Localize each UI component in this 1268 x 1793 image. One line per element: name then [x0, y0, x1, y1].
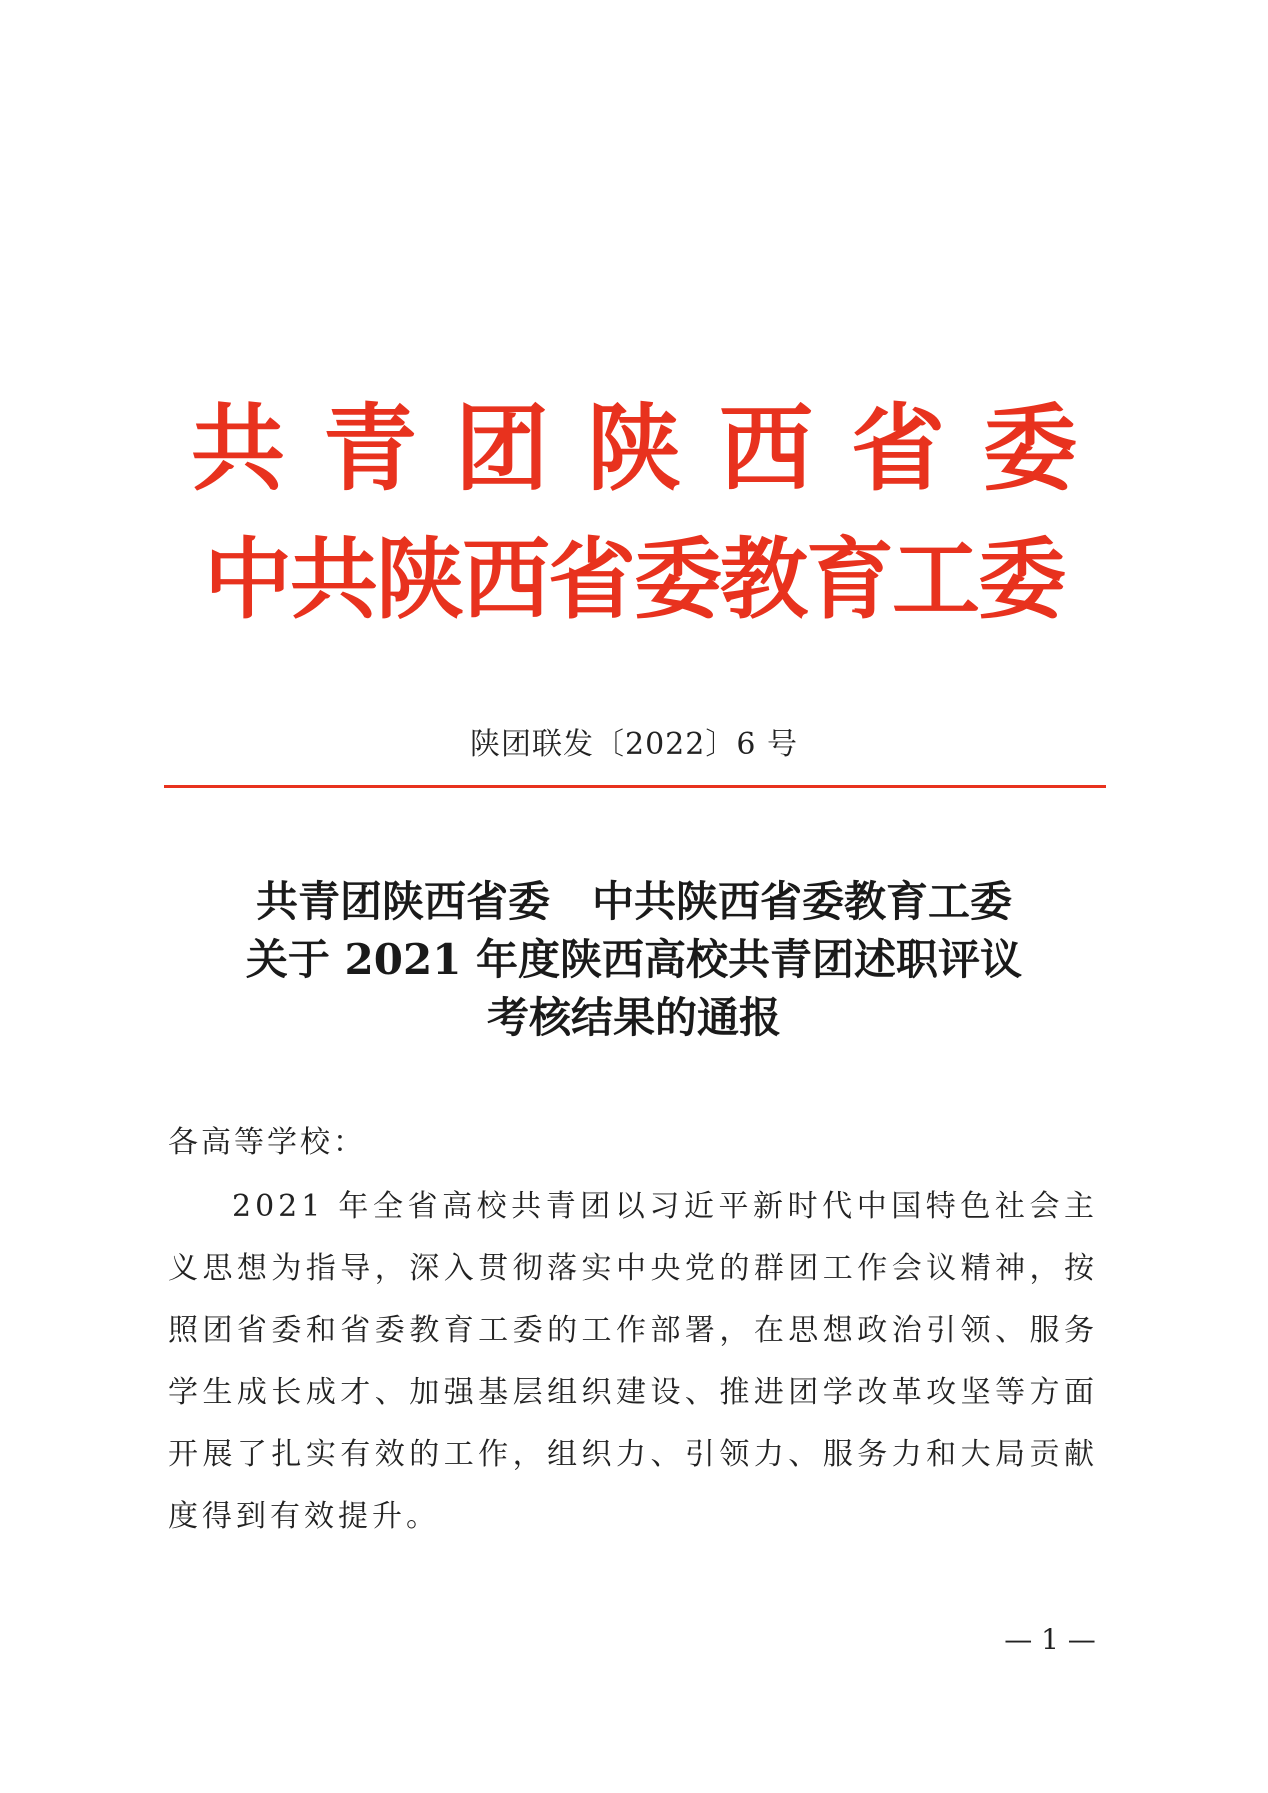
salutation: 各高等学校：	[168, 1125, 366, 1160]
document-title-line-3: 考核结果的通报	[486, 993, 781, 1042]
body-paragraph: 2021 年全省高校共青团以习近平新时代中国特色社会主义思想为指导，深入贯彻落实中央党的群团工作会议精神，按照团省委和省委教育工委的工作部署，在思想政治引领、服务学生成长成才、加强基层组织建设、推进团学改革攻坚等方面开展了扎实有效的工作，组织力、引领力、服务力和大局贡献度得到有效提升。	[168, 1189, 1098, 1534]
document-title-line-1: 共青团陕西省委 中共陕西省委教育工委	[255, 877, 1012, 926]
document-title-line-2: 关于 2021 年度陕西高校共青团述职评议	[245, 935, 1023, 984]
document-number: 陕团联发〔2022〕6 号	[470, 727, 798, 762]
issuer-header-line-2: 中共陕西省委教育工委	[203, 528, 1064, 631]
page-number: — 1 —	[1004, 1623, 1096, 1656]
red-divider-line	[164, 785, 1106, 788]
issuer-header-line-1: 共青团陕西省委	[190, 395, 1115, 504]
